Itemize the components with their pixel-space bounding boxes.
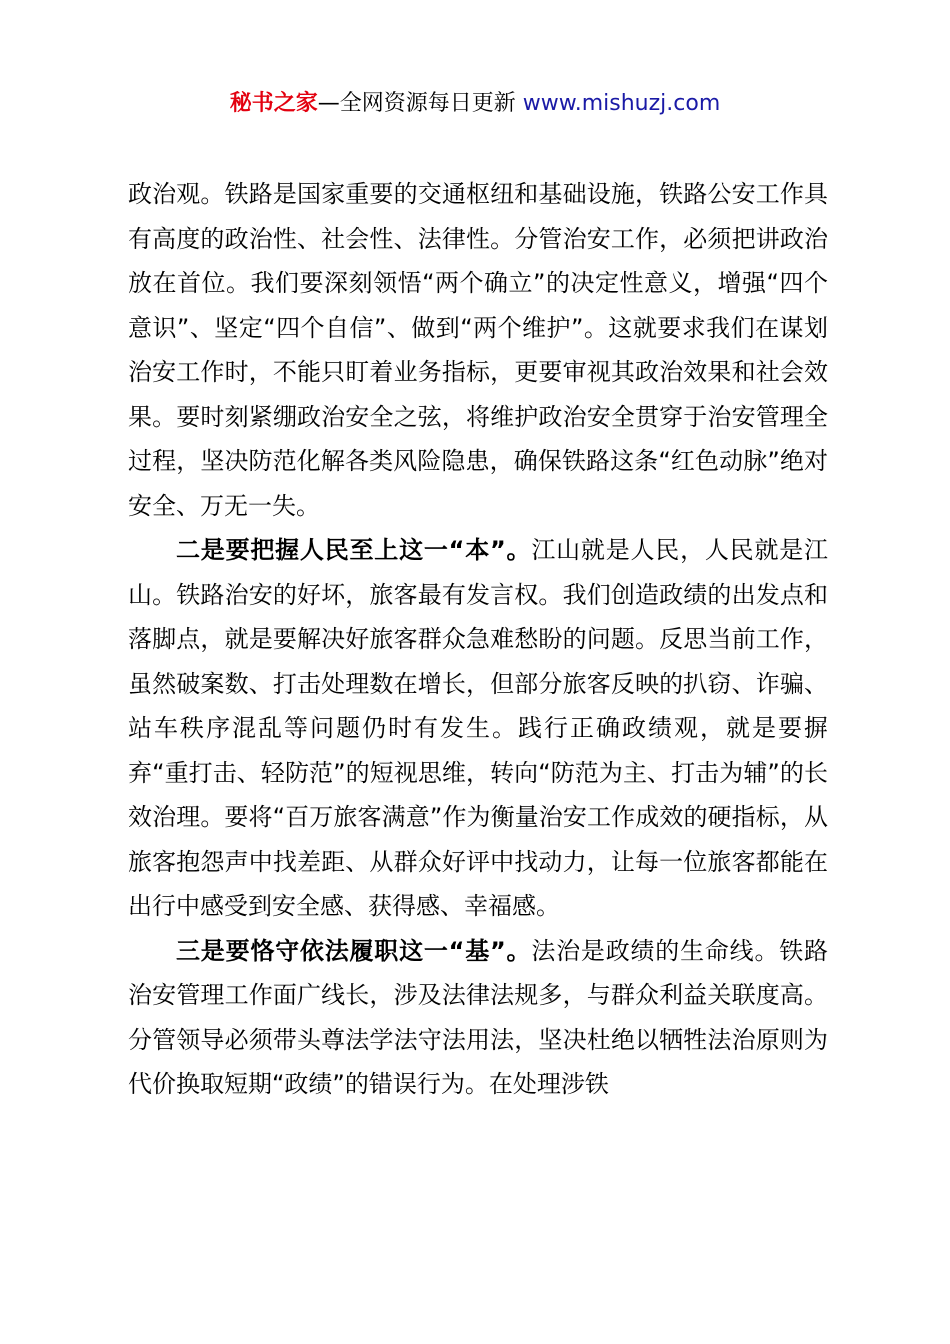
website-link[interactable]: www.mishuzj.com	[522, 91, 721, 116]
page-header	[0, 86, 950, 122]
paragraph-text: 政治观。铁路是国家重要的交通枢纽和基础设施，铁路公安工作具有高度的政治性、社会性、法律性。分管治安工作，必须把讲政治放在首位。我们要深刻领悟“两个确立”的决定性意义，增强“四个意识”、坚定“四个自信”、做到“两个维护”。这就要求我们在谋划治安工作时，不能只盯着业务指标，更要审视其政治效果和社会效果。要时刻紧绷政治安全之弦，将维护政治安全贯穿于治安管理全过程，坚决防范化解各类风险隐患，确保铁路这条“红色动脉”绝对安全、万无一失。	[128, 180, 828, 520]
paragraph	[128, 172, 828, 528]
paragraph	[128, 929, 828, 1107]
paragraph-lead: 二是要把握人民至上这一“本”。	[176, 536, 532, 564]
paragraph-text: 江山就是人民，人民就是江山。铁路治安的好坏，旅客最有发言权。我们创造政绩的出发点和落脚点，就是要解决好旅客群众急难愁盼的问题。反思当前工作，虽然破案数、打击处理数在增长，但部分旅客反映的扒窃、诈骗、站车秩序混乱等问题仍时有发生。践行正确政绩观，就是要摒弃“重打击、轻防范”的短视思维，转向“防范为主、打击为辅”的长效治理。要将“百万旅客满意”作为衡量治安工作成效的硬指标，从旅客抱怨声中找差距、从群众好评中找动力，让每一位旅客都能在出行中感受到安全感、获得感、幸福感。	[128, 536, 829, 920]
brand-name: 秘书之家	[229, 91, 318, 116]
paragraph	[128, 528, 828, 929]
header-tagline: —全网资源每日更新	[317, 91, 523, 116]
paragraph-lead: 三是要恪守依法履职这一“基”。	[176, 936, 532, 965]
paragraph-text: 法治是政绩的生命线。铁路治安管理工作面广线长，涉及法律法规多，与群众利益关联度高。分管领导必须带头尊法学法守法用法，坚决杜绝以牺牲法治原则为代价换取短期“政绩”的错误行为。在处理涉铁	[128, 936, 829, 1098]
document-body	[128, 172, 828, 1107]
